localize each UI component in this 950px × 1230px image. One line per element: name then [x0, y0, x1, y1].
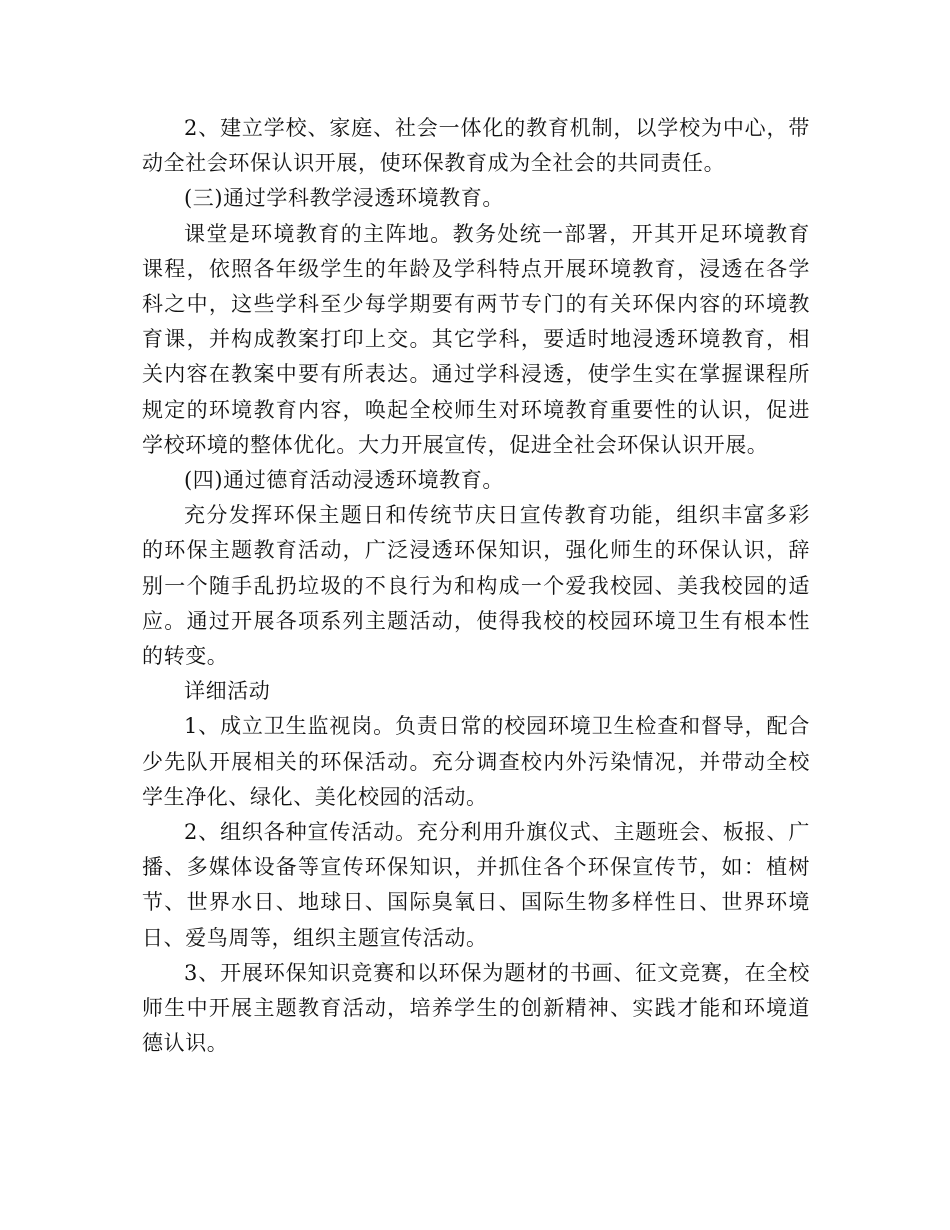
paragraph-item-2-home-school: 2、建立学校、家庭、社会一体化的教育机制，以学校为中心，带动全社会环保认识开展，使环保教育成为全社会的共同责任。 [142, 116, 810, 176]
section-heading-3: (三)通过学科教学浸透环境教育。 [184, 186, 504, 211]
paragraph-activity-1: 1、成立卫生监视岗。负责日常的校园环境卫生检查和督导，配合少先队开展相关的环保活动。充分调查校内外污染情况，并带动全校学生净化、绿化、美化校园的活动。 [142, 714, 810, 809]
paragraph-activity-3: 3、开展环保知识竞赛和以环保为题材的书画、征文竞赛，在全校师生中开展主题教育活动，培养学生的创新精神、实践才能和环境道德认识。 [142, 960, 810, 1056]
section-heading-activities: 详细活动 [184, 679, 271, 704]
section-heading-4: (四)通过德育活动浸透环境教育。 [184, 468, 504, 493]
document-body [142, 111, 810, 1061]
paragraph-moral-activities: 充分发挥环保主题日和传统节庆日宣传教育功能，组织丰富多彩的环保主题教育活动，广泛浸透环保知识，强化师生的环保认识，辞别一个随手乱扔垃圾的不良行为和构成一个爱我校园、美我校园的适应。通过开展各项系列主题活动，使得我校的校园环境卫生有根本性的转变。 [142, 503, 810, 669]
paragraph-activity-2: 2、组织各种宣传活动。充分利用升旗仪式、主题班会、板报、广播、多媒体设备等宣传环保知识，并抓住各个环保宣传节，如：植树节、世界水日、地球日、国际臭氧日、国际生物多样性日、世界环境日、爱鸟周等，组织主题宣传活动。 [142, 820, 810, 950]
paragraph-classroom-education: 课堂是环境教育的主阵地。教务处统一部署，开其开足环境教育课程，依照各年级学生的年龄及学科特点开展环境教育，浸透在各学科之中，这些学科至少每学期要有两节专门的有关环保内容的环境教育课，并构成教案打印上交。其它学科，要适时地浸透环境教育，相关内容在教案中要有所表达。通过学科浸透，使学生实在掌握课程所规定的环境教育内容，唤起全校师生对环境教育重要性的认识，促进学校环境的整体优化。大力开展宣传，促进全社会环保认识开展。 [142, 221, 810, 457]
